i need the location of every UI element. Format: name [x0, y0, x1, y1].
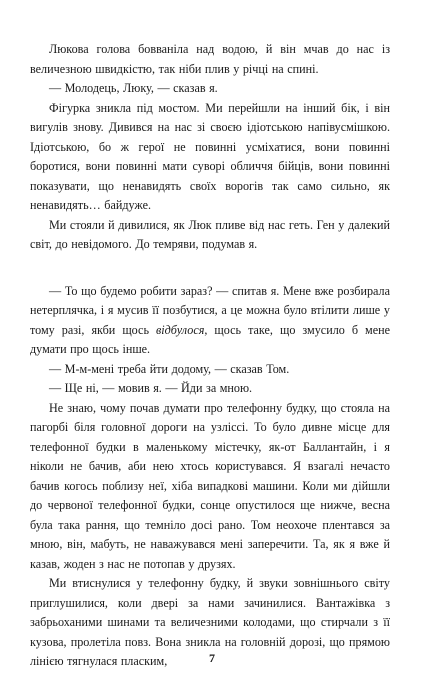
paragraph-5 — [30, 282, 390, 360]
paragraph-8: Не знаю, чому почав думати про телефонну будку, що стояла на пагорбі біля головної дороги на узліссі. То було дивне місце для телефонної будки в маленькому містечку, як-от Баллантайн, і я ніколи не бачив, аби нею хтось користувався. Я взагалі нечасто бачив когось поблизу неї, хіба випадкові машини. Коли ми дійшли до червоної телефонної будки, сонце опустилося ще нижче, весна була така рання, що темніло досі рано. Том неохоче плентався за мною, він, мабуть, не наважувався мені заперечити. Та, як я вже й казав, жоден з нас не потопав у друзях. — [30, 400, 390, 571]
paragraph-6: — М-м-мені треба йти додому, — сказав Том. — [49, 361, 290, 376]
paragraph-9: Ми втиснулися у телефонну будку, й звуки зовнішнього світу приглушилися, коли двері за нами зачинилися. Вантажівка з забрьоханими шинами та величезними колодами, що стирчали з її кузова, пролетіла повз. Вона зникла на головній дорозі, що прямою лінією тягнулася пласким, — [30, 576, 390, 668]
paragraph-5-end: , щось таке, що змусило б мене думати про щось інше. — [30, 322, 391, 356]
paragraph-5-start: — То що будемо робити зараз? — спитав я. Мене вже розбирала нетерплячка, і я мусив її позбутися, а це можна було втілити лише у тому разі, якби щось — [30, 283, 390, 337]
body-text — [30, 40, 390, 672]
paragraph-4: Ми стояли й дивилися, як Люк пливе від нас геть. Ген у далекий світ, до невідомого. До темряви, подумав я. — [30, 217, 390, 251]
paragraph-7: — Ще ні, — мовив я. — Йди за мною. — [49, 381, 253, 395]
section-break — [30, 255, 390, 282]
paragraph-2: — Молодець, Люку, — сказав я. — [49, 81, 218, 95]
paragraph-3: Фігурка зникла під мостом. Ми перейшли на інший бік, і він вигулів знову. Дивився на нас зі своєю ідіотською напівусмішкою. Ідіотською, бо ж герої не повинні усміхатися, вони повинні боротися, вони повинні мати суворі обличчя бійців, вони повинні показувати, що ненавидять своїх ворогів так само сильно, як ненавидять… байдуже. — [30, 100, 390, 212]
emphasis-word: відбулося — [156, 322, 205, 337]
page-number: 7 — [209, 651, 215, 665]
paragraph-1: Люкова голова бовваніла над водою, й він мчав до нас із величезною швидкістю, так ніби плив у річці на спині. — [30, 42, 390, 76]
